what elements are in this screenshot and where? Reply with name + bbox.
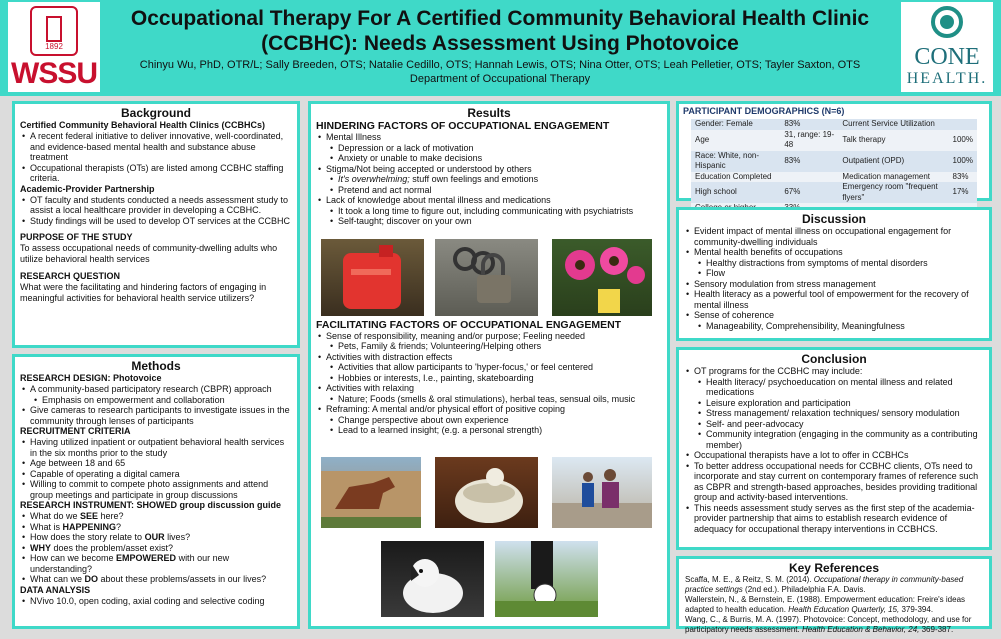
conclusion-panel (676, 347, 992, 550)
design-heading: RESEARCH DESIGN: Photovoice (20, 373, 162, 383)
background-title: Background (120, 106, 191, 120)
facilitating-list (316, 331, 662, 342)
cone-health-mark-icon (931, 6, 963, 38)
list-item: • What is HAPPENING? (20, 522, 292, 533)
list-item: • Sensory modulation from stress management (684, 279, 984, 290)
methods-title: Methods (131, 359, 181, 373)
recruitment-list (20, 437, 292, 500)
list-item: • WHY does the problem/asset exist? (20, 543, 292, 554)
list-item: • Study findings will be used to develop OT services at the CCBHC (20, 216, 292, 227)
facilitating-list-2 (316, 352, 662, 363)
results-panel (308, 101, 670, 629)
list-item: • Mental Illness (316, 132, 662, 143)
poster-header (0, 0, 1001, 96)
photo-soccer-ball (495, 541, 598, 617)
list-item: • What do we SEE here? (20, 511, 292, 522)
list-item: • How can we become EMPOWERED with our new understanding? (20, 553, 292, 574)
list-item: • Healthy distractions from symptoms of mental disorders (696, 258, 984, 269)
list-item: • Occupational therapists (OTs) are listed among CCBHC staffing criteria. (20, 163, 292, 184)
discussion-list-2 (684, 279, 984, 321)
list-item: • Pretend and act normal (328, 185, 662, 196)
list-item: • Leisure exploration and participation (696, 398, 984, 409)
conclusion-title: Conclusion (801, 352, 867, 366)
list-item: • Willing to commit to compete photo assignments and attend group meetings and participate in group discussions (20, 479, 292, 500)
demographics-panel (676, 101, 992, 201)
background-panel (12, 101, 300, 348)
reference-item: Wang, C., & Burris, M. A. (1997). Photovoice: Concept, methodology, and use for participatory needs assessment. Health Education & Behavior, 24, 369-387. (685, 615, 972, 634)
list-item: • To better address occupational needs for CCBHC clients, OTs need to incorporate and stay current on contemporary frames of reference such as CBPR and strength-based approaches, besides providing traditional group and activity-based interventions. (684, 461, 984, 503)
conclusion-list-2 (684, 450, 984, 534)
table-row: Education Completed Medication management 83% (691, 172, 977, 183)
recruitment-heading: RECRUITMENT CRITERIA (20, 426, 131, 436)
list-item: • Sense of coherence (684, 310, 984, 321)
partnership-list (20, 195, 292, 227)
list-item: • This needs assessment study serves as the first step of the academia-provider partnership that aims to establish research evidence of adequacy for occupational therapy interventions in CCBHCS. (684, 503, 984, 535)
hindering-sublist (328, 143, 662, 164)
purpose-text: To assess occupational needs of community-dwelling adults who utilize behavioral health services (20, 243, 278, 264)
list-item: • It took a long time to figure out, including communicating with psychiatrists (328, 206, 662, 217)
list-item: • Stress management/ relaxation techniques/ sensory modulation (696, 408, 984, 419)
design-list (20, 384, 292, 395)
analysis-list (20, 596, 292, 607)
lack-sublist (328, 206, 662, 227)
poster-title: Occupational Therapy For A Certified Community Behavioral Health Clinic (CCBHC): Needs Assessment Using Photovoice (130, 7, 870, 55)
university-seal-icon (30, 6, 78, 56)
photo-horse-mural (321, 457, 421, 528)
design-list-2 (20, 405, 292, 426)
list-item: • Nature; Foods (smells & oral stimulations), herbal teas, sensual oils, music (328, 394, 662, 405)
photo-mortar-pestle (435, 457, 538, 528)
facilitating-sublist-2 (328, 362, 662, 383)
author-block (110, 58, 890, 86)
facilitating-sublist-4 (328, 415, 662, 436)
list-item: • Activities that allow participants to 'hyper-focus,' or feel centered (328, 362, 662, 373)
list-item: • Depression or a lack of motivation (328, 143, 662, 154)
demographics-table (691, 119, 977, 214)
list-item: • A community-based participatory research (CBPR) approach (20, 384, 292, 395)
list-item: • Manageability, Comprehensibility, Meaningfulness (696, 321, 984, 332)
discussion-sublist (696, 258, 984, 279)
list-item: • A recent federal initiative to deliver innovative, well-coordinated, and evidence-based mental health and substance abuse treatment (20, 131, 292, 163)
analysis-heading: DATA ANALYSIS (20, 584, 91, 595)
reference-item: Wallerstein, N., & Bernstein, E. (1988). Empowerment education: Freire's ideas adapted to health education. Health Education Quarterly, 15, 379-394. (685, 595, 966, 614)
list-item: • Flow (696, 268, 984, 279)
facilitating-heading: FACILITATING FACTORS OF OCCUPATIONAL ENGAGEMENT (316, 318, 622, 331)
table-row: High school 67% Emergency room "frequent flyers" 17% (691, 182, 977, 203)
list-item: • Hobbies or interests, I.e., painting, skateboarding (328, 373, 662, 384)
list-item: • What can we DO about these problems/assets in our lives? (20, 574, 292, 585)
cone-health-logo (901, 2, 993, 92)
authors-line: Chinyu Wu, PhD, OTR/L; Sally Breeden, OTS; Natalie Cedillo, OTS; Hannah Lewis, OTS; Nina Otter, OTS; Leah Pelletier, OTS; Tayler Saxton, OTS (139, 59, 861, 71)
research-question-text: What were the facilitating and hindering factors of engaging in meaningful activities for behavioral health service utilizers? (20, 282, 267, 303)
methods-panel (12, 354, 300, 629)
photo-chained-padlock (435, 239, 538, 316)
list-item: • Stigma/Not being accepted or understood by others (316, 164, 662, 175)
discussion-panel (676, 207, 992, 341)
photo-red-gas-can (321, 239, 424, 316)
discussion-sublist-2 (696, 321, 984, 332)
instrument-heading: RESEARCH INSTRUMENT: SHOWED group discussion guide (20, 500, 282, 510)
purpose-heading: PURPOSE OF THE STUDY (20, 232, 133, 242)
table-row: Age 31, range: 19-48 Talk therapy 100% (691, 130, 977, 151)
partnership-heading: Academic-Provider Partnership (20, 183, 155, 194)
design-sublist (32, 395, 292, 406)
list-item: • NVivo 10.0, open coding, axial coding and selective coding (20, 596, 292, 607)
list-item: • Mental health benefits of occupations (684, 247, 984, 258)
photo-skatepark-people (552, 457, 652, 528)
cone-wordmark: CONE (914, 44, 980, 70)
references-title: Key References (788, 561, 880, 575)
list-item: • Emphasis on empowerment and collaboration (32, 395, 292, 406)
wssu-logo (8, 2, 100, 92)
results-title: Results (467, 106, 511, 120)
list-item: • Community integration (engaging in the community as a contributing member) (696, 429, 984, 450)
list-item: • Anxiety or unable to make decisions (328, 153, 662, 164)
list-item: • Activities with distraction effects (316, 352, 662, 363)
list-item: • Health literacy as a powerful tool of empowerment for the recovery of mental illness (684, 289, 984, 310)
table-row: Race: White, non-Hispanic 83% Outpatient (OPD) 100% (691, 151, 977, 172)
list-item: • OT faculty and students conducted a needs assessment study to assist a local healthcare provider in developing a CCBHC. (20, 195, 292, 216)
list-item: • OT programs for the CCBHC may include: (684, 366, 984, 377)
list-item: • Lack of knowledge about mental illness and medications (316, 195, 662, 206)
list-item: • How does the story relate to OUR lives? (20, 532, 292, 543)
table-row: Gender: Female 83% Current Service Utilization (691, 119, 977, 130)
list-item: • Age between 18 and 65 (20, 458, 292, 469)
list-item: • Health literacy/ psychoeducation on mental illness and related medications (696, 377, 984, 398)
list-item: • Give cameras to research participants to investigate issues in the community through lenses of participants (20, 405, 292, 426)
list-item: • Capable of operating a digital camera (20, 469, 292, 480)
seal-year: 1892 (45, 42, 63, 51)
facilitating-list-3 (316, 383, 662, 394)
list-item: • Activities with relaxing (316, 383, 662, 394)
list-item: • Sense of responsibility, meaning and/or purpose; Feeling needed (316, 331, 662, 342)
conclusion-sublist (696, 377, 984, 451)
list-item: • Self- and peer-advocacy (696, 419, 984, 430)
list-item: • Self-taught; discover on your own (328, 216, 662, 227)
discussion-title: Discussion (801, 212, 867, 226)
ccbhc-list (20, 131, 292, 184)
list-item: • Lead to a learned insight; (e.g. a personal strength) (328, 425, 662, 436)
photo-dog (381, 541, 484, 617)
references-panel (676, 556, 992, 634)
list-item: • Occupational therapists have a lot to offer in CCBHCs (684, 450, 984, 461)
list-item: • Having utilized inpatient or outpatient behavioral health services in the six months prior to the study (20, 437, 292, 458)
conclusion-list (684, 366, 984, 377)
wssu-wordmark: WSSU (11, 57, 97, 90)
hindering-heading: HINDERING FACTORS OF OCCUPATIONAL ENGAGEMENT (316, 120, 610, 132)
ccbhc-heading: Certified Community Behavioral Health Clinics (CCBHCs) (20, 120, 266, 130)
hindering-list-2 (316, 164, 662, 175)
research-question-heading: RESEARCH QUESTION (20, 271, 121, 281)
list-item: • It's overwhelming; stuff own feelings and emotions (328, 174, 662, 185)
discussion-list (684, 226, 984, 258)
list-item: • Evident impact of mental illness on occupational engagement for community-dwelling individuals (684, 226, 984, 247)
list-item: • Reframing: A mental and/or physical effort of positive coping (316, 404, 662, 415)
demographics-title: PARTICIPANT DEMOGRAPHICS (N=6) (683, 106, 845, 116)
list-item: • Pets, Family & friends; Volunteering/Helping others (328, 341, 662, 352)
facilitating-sublist-1 (328, 341, 662, 352)
showed-list (20, 511, 292, 585)
photo-pink-flowers (552, 239, 652, 316)
hindering-list (316, 132, 662, 143)
facilitating-sublist-3 (328, 394, 662, 405)
hindering-list-3 (316, 195, 662, 206)
stigma-sublist (328, 174, 662, 195)
list-item: • Change perspective about own experience (328, 415, 662, 426)
reference-item: Scaffa, M. E., & Reitz, S. M. (2014). Occupational therapy in community-based practice settings (2nd ed.). Philadelphia F.A. Davis. (685, 575, 964, 594)
health-wordmark: HEALTH. (906, 70, 988, 87)
department-line: Department of Occupational Therapy (409, 73, 591, 85)
facilitating-list-4 (316, 404, 662, 415)
